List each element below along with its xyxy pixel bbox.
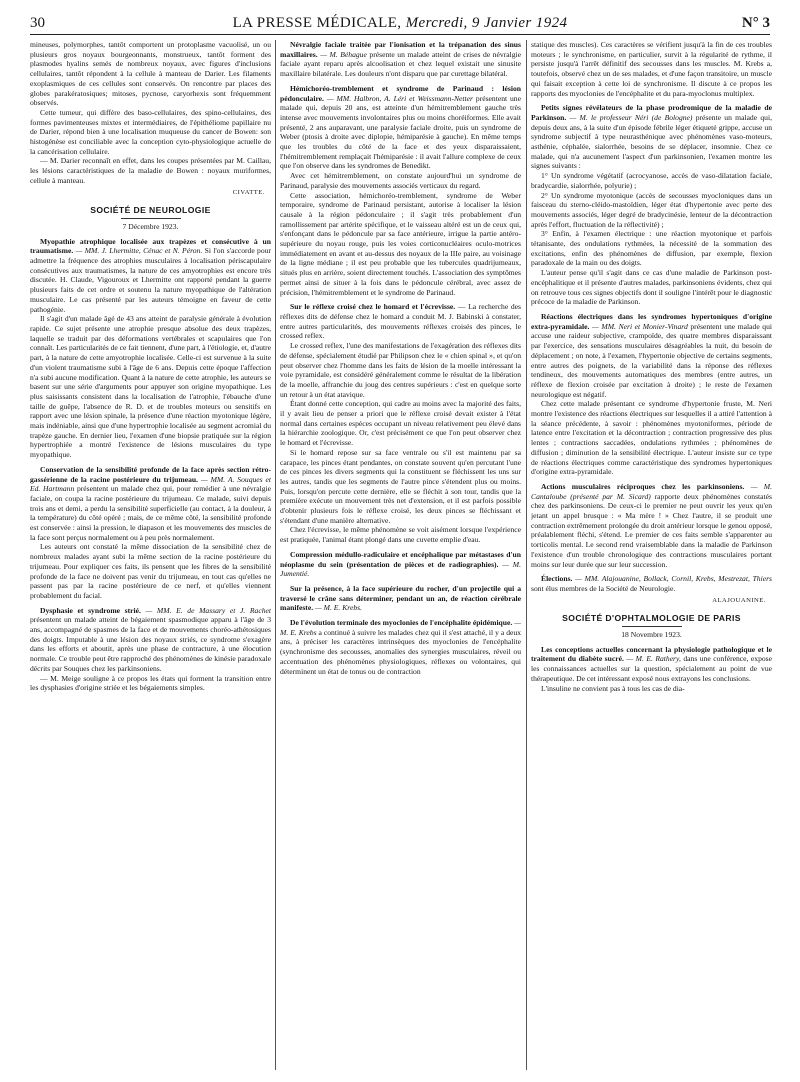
section-title: SOCIÉTÉ D'OPHTALMOLOGIE DE PARIS <box>562 613 741 624</box>
article-authors: — M. E. Krebs <box>280 618 521 637</box>
paragraph <box>531 103 772 171</box>
article-text: Si l'on s'accorde pour admettre la fréquence des atrophies musculaires à localisation périscapulaire consécutives aux traumatismes, la nature de ces amyotrophies est encore très discutée. H. Claude, Vigouroux et Lhermitte ont rapporté pendant la guerre plusieurs faits de cet ordre et soutenu la nature myopathique de l'altération musculaire. Le cas présenté par les auteurs témoigne en faveur de cette pathogénie. <box>30 246 271 314</box>
article-heading: Conservation de la sensibilité profonde de la face après section rétro-gassérienne de la racine postérieure du trijumeau. <box>30 464 271 484</box>
article <box>30 465 271 601</box>
column-2 <box>280 40 521 1074</box>
paragraph <box>280 84 521 171</box>
article-heading: Sur la présence, à la face supérieure du rocher, d'un projectile qui a traversé le crâne sans déterminer, pendant un an, de réaction cérébrale manifeste. <box>280 583 521 613</box>
article <box>280 550 521 579</box>
journal-title: LA PRESSE MÉDICALE, <box>232 15 402 31</box>
article-heading: Actions musculaires réciproques chez les parkinsoniens. <box>541 481 745 491</box>
article <box>280 40 521 79</box>
issue-number: N° 3 <box>741 15 770 31</box>
paragraph: L'insuline ne convient pas à tous les cas de dia- <box>541 683 685 693</box>
signature: CIVATTE. <box>232 188 265 196</box>
article-heading: Petits signes révélateurs de la phase prodromique de la maladie de Parkinson. <box>531 103 772 122</box>
article-heading: Réactions électriques dans les syndromes hypertoniques d'origine extra-pyramidale. <box>531 311 772 331</box>
article-text: présentent une malade qui accuse une raideur subjective, crampoïde, des quatre membres disparaissant par l'exercice, des sensations musculaires désagréables la nuit, du besoin de déplacement ; on note, à l'examen, l'hypertonie objective de certains segments, entre autres des poignets, de la variabilité dans la réponse des réflexes tendineux, des mouvements automatiques des membres (entre autres, un réflexe de flexion croisée par excitation à droite) ; le reste de l'examen neurologique est négatif. <box>531 321 772 399</box>
paragraph <box>30 465 271 543</box>
article <box>531 482 772 569</box>
article-authors: — MM. Neri et Monier-Vinard <box>592 321 688 331</box>
article-text: à constater, entre autres particularités, des mouvements réflexes croisés des pinces, le crossed reflex. <box>280 311 521 341</box>
paragraph: Il s'agit d'un malade âgé de 43 ans atteint de paralysie générale à évolution rapide. Ce sujet présente une atrophie presque absolue des deux trapèzes, laquelle se traduit par des déformations vertébrales et scapulaires que l'on connaît. Les particularités de ce fait tiennent, d'une part, à l'étiologie, et, d'autre part, à la nature de cette amyotrophie localisée. Celle-ci est survenue à la suite d'un violent traumatisme subi à l'âge de 6 ans. Depuis cette époque l'affection n'a subi aucune modification. Quant à la nature de cette atrophie, les auteurs se basent sur une série d'arguments pour appuyer son origine myopathique. Les plus saisissants consistent dans la localisation de l'atrophie, l'ébauche d'une taille de guêpe, l'absence de R. D. et de troubles moteurs ou sensitifs en rapport avec une lésion spinale, la présence d'une réaction myotonique légère, mais indéniable, ainsi que d'une hypertrophie localisée au segment acromial du trapèze gauche. En dernier lieu, l'examen d'une biopsie pratiquée sur la région hypertrophiée a montré l'existence de lésions musculaires du type myopathique. <box>30 314 271 460</box>
article <box>280 584 521 613</box>
article-authors: — M. le professeur Néri (de Bologne) <box>569 112 693 122</box>
article-text: a continué à suivre les malades chez qui il s'est attaché, il y a deux ans, à préciser les caractères intrinsèques des myoclonies de l'encéphalite (synchronisme des secousses, anomalies des synergies musculaires, réveil ou accentuation des phénomènes physiologiques, réflexes ou volontaires, qui déterminent un état de tonus ou de contraction <box>280 627 521 676</box>
signature: ALAJOUANINE. <box>712 596 766 604</box>
paragraph <box>280 302 521 341</box>
column-rule <box>526 40 527 1070</box>
article <box>280 618 521 676</box>
article-text: présente un malade atteint de crises de névralgie faciale ayant reparu après alcoolisation et chez lequel existait une sinusite maxillaire bilatérale. Les douleurs n'ont disparu que par curettage bilatéral. <box>280 49 521 79</box>
section-date: 18 Novembre 1923. <box>621 630 682 640</box>
paragraph: Chez cette malade présentant ce syndrome d'hypertonie fruste, M. Neri montre l'existence des réactions électriques sur lesquelles il a attiré l'attention à la séance précédente, à savoir : phénomènes myotoniformes, période de latence entre l'excitation et la décontraction ; contraction progressive des plus lentes ; contractions saccadées, ondulations rythmées ; phénomènes de diffusion ; diminution de la sensibilité électrique. L'auteur insiste sur ce type de réactions électriques comme caractéristique des syndromes hypertoniques d'origine extra-pyramidale. <box>531 399 772 477</box>
column-1 <box>30 40 271 1074</box>
column-rule <box>275 40 276 1070</box>
article-text: présente un malade qui, depuis deux ans, à la suite d'un épisode fébrile léger étiqueté grippe, accuse un syndrome subjectif à type neurasthénique avec phénomènes vaso-moteurs, asthénie, céphalée, sialorrhée, besoins de se déplacer, insomnie. Chez ce malade, qui n'a aucunement l'aspect d'un parkinsonien, l'examen montre les signes suivants : <box>531 112 772 171</box>
paragraph: — M. Darier reconnaît en effet, dans les coupes présentées par M. Caillau, les lésions caractéristiques de la maladie de Bowen : noyaux muriformes, cellule à manteau. <box>30 156 271 185</box>
article-authors: — MM. A. Souques et Ed. Hartmann <box>30 474 271 494</box>
paragraph: L'auteur pense qu'il s'agit dans ce cas d'une maladie de Parkinson post-encéphalitique et il présente d'autres malades, parkinsoniens évidents, chez qui on retrouve tous ces signes objectifs dont il souligne l'intérêt pour le diagnostic précoce de la maladie de Parkinson. <box>531 268 772 307</box>
article-authors: — M. E. Rathery, <box>626 654 681 664</box>
article-authors: — M. Béhague <box>320 49 367 59</box>
continuation-text: statique des muscles). Ces caractères se vérifient jusqu'à la fin de ces troubles moteurs ; le synchronisme, en particulier, survit à la régularité de rythme, il persiste jusqu'à l'arrêt définitif des secousses dans les muscles. M. Krebs a, toutefois, observé chez un de ses malades, et d'une façon transitoire, un muscle qui faisait exception à cette loi de synchronisme. Il discute à ce propos les rapports des myoclonies de l'encéphalite et du para-myoclonus multiplex. <box>531 40 772 98</box>
paragraph <box>30 606 271 674</box>
paragraph: Étant donné cette conception, qui cadre au moins avec la majorité des faits, il y avait lieu de penser a priori que le réflexe croisé devait exister à l'état normal dans certaines espèces occupant un niveau relativement peu élevé dans la hiérarchie zoologique. Or, c'est précisément ce que l'on peut observer chez le homard et l'écrevisse. <box>280 399 521 448</box>
paragraph <box>531 312 772 399</box>
article-heading: Myopathie atrophique localisée aux trapèzes et consécutive à un traumatisme. <box>30 236 271 256</box>
paragraph: Si le homard repose sur sa face ventrale ou s'il est maintenu par sa carapace, les pinces étant pendantes, on constate souvent qu'en percutant l'une de ces pinces les divers segments qui la constituent se fléchissent les uns sur les autres, tandis que les segments de l'autre pince s'étendent plus ou moins. Puis, lorsqu'on percute cette dernière, elle se fléchit à son tour, tandis que la première exécute un mouvement très net d'extension, et il est parfois possible d'obtenir plusieurs fois le réflexe croisé, les deux pinces se fléchissant et s'étendant d'une manière alternative. <box>280 447 521 525</box>
section-divider <box>622 626 682 627</box>
article-heading: Compression médullo-radiculaire et encéphalique par métastases d'un néoplasme du sein (présentation de pièces et de radiographies). <box>280 549 521 569</box>
article <box>30 237 271 460</box>
article-text: présentent un malade atteint de bégaiement spasmodique apparu à l'âge de 3 ans, accompagné de spasmes de la face et de mouvements choréo-athétosiques des doigts. Imputable à une lésion des noyaux striés, ce syndrome s'exagère dans les efforts et aboutit, après une phase de contracture, à une élocution normale. Ce trouble peut être rapproché des phénomènes de kinésie paradoxale décrits par Souques chez les parkinsoniens. <box>30 615 271 673</box>
section-title: SOCIÉTÉ DE NEUROLOGIE <box>90 205 211 216</box>
article <box>280 84 521 297</box>
article <box>531 312 772 477</box>
article-authors: — M. E. Krebs. <box>315 603 362 613</box>
page-header <box>30 12 770 35</box>
article-text: présentent un malade chez qui, pour remédier à une névralgie faciale, on coupa la racine postérieure du trijumeau. Ce malade, suivi depuis trois ans et demi, a perdu la sensibilité superficielle (au contact, à la douleur, à la température) du côté opéré ; mais, de ce même côté, la sensibilité profonde est conservée : ainsi la pression, le diapason et les mouvements des muscles de la face sont perçus normalement ou à peu près normalement. <box>30 484 271 542</box>
article-heading: Élections. <box>541 574 573 584</box>
article <box>531 103 772 307</box>
article-authors: — MM. Alajouanine, Bollack, Cornil, Krebs, Mestrezat, Thiers <box>575 574 772 584</box>
paragraph: 2° Un syndrome myotonique (accès de secousses myocloniques dans un faisceau du sterno-cléido-mastoïdien, léger état d'hypertonie avec perte des mouvements associés, léger degré de bradycinésie, lenteur de la décontraction après l'effort, fluctuation de la réflectivité) ; <box>531 190 772 229</box>
article-authors: — M. Cantaloube (présenté par M. Sicard) <box>531 481 772 501</box>
text-columns <box>30 40 772 1074</box>
article-heading: Sur le réflexe croisé chez le homard et l'écrevisse. <box>290 302 456 312</box>
paragraph: Les auteurs ont constaté la même dissociation de la sensibilité chez de nombreux malades ayant subi la même section de la racine postérieure du trijumeau. Pour expliquer ces faits, ils pensent que les fibres de la sensibilité profonde de la face ne doivent pas venir du trijumeau, en tout cas qu'elles ne passent pas par la racine postérieure de ce nerf, et qu'elles viennent probablement du facial. <box>30 542 271 600</box>
paragraph <box>531 645 772 684</box>
article-authors: — MM. Halbron, A. Léri et Weissmann-Netter <box>326 93 473 103</box>
article-text: sont élus membres de la Société de Neurologie. <box>531 583 676 593</box>
section-date: 7 Décembre 1923. <box>122 221 179 231</box>
section-divider <box>121 218 181 219</box>
paragraph <box>280 618 521 676</box>
paragraph <box>30 237 271 315</box>
article-text: rapporte deux phénomènes constatés chez des parkinsoniens. De ceux-ci le premier ne peut ouvrir les yeux qu'en jetant un appel brusque : « Ma mère ! » Chez l'autre, il se produit une contraction extrêmement prolongée du droit antérieur lorsque le genou opposé, préalablement fléchi, s'étend. Le premier de ces faits semble s'apparenter au torticolis mental. Le second rend vraisemblable dans la maladie de Parkinson l'existence d'un trouble chronologique des contractions musculaires portant moins sur leur durée que sur leur succession. <box>531 491 772 569</box>
article-heading: Hémichoréo-tremblement et syndrome de Parinaud : lésion pédonculaire. <box>280 83 521 103</box>
continuation-text <box>30 40 271 186</box>
article <box>30 606 271 693</box>
article-text: dans une conférence, expose les connaissances actuelles sur la question, spécialement au point de vue thérapeutique. De cet intéressant exposé nous extrayons les conclusions. <box>531 654 772 683</box>
article-authors: — La recherche des réflexes dits de défense chez le homard a conduit M. J. Babinski <box>280 302 521 321</box>
paragraph: Avec cet hémitremblement, on constate aujourd'hui un syndrome de Parinaud, paralysie des mouvements associés verticaux du regard. <box>280 171 521 190</box>
paragraph <box>531 482 772 569</box>
paragraph <box>280 40 521 79</box>
paragraph: Cette association, hémichoréo-tremblement, syndrome de Weber temporaire, syndrome de Parinaud persistant, autorise à localiser la lésion causale à la région pédonculaire ; il s'agit très probablement d'un ramollissement par artérite spécifique, et le vaisseau altéré est un de ceux qui, s'enfonçant dans le pédoncule par sa face antérieure, irrigue la partie antéro-supérieure du noyau rouge, puis les voies corticonucléaires oculo-motrices immédiatement en avant et au-dessus des noyaux de la IIIe paire, au voisinage de la ligne médiane ; il est peu probable que les tubercules quadrijumeaux, situés plus en arrière, soient directement touchés. L'association des symptômes permet ainsi de situer à la fois dans le pédoncule cérébral, avec assez de précision, l'hémitremblement et le syndrome de Parinaud. <box>280 190 521 297</box>
article-authors: — MM. J. Lhermitte, Cénac et N. Péron. <box>75 246 203 256</box>
article-heading: Les conceptions actuelles concernant la physiologie pathologique et le traitement du diabète sucré. <box>531 644 772 664</box>
article-authors: — M. Jumentié. <box>280 559 521 579</box>
article-heading: Névralgie faciale traitée par l'ionisation et la trépanation des sinus maxillaires. <box>280 40 521 59</box>
article-text: présentent une malade qui, depuis 20 ans, est atteinte d'un hémitremblement gauche très intense avec mouvements involontaires plus ou moins choréiformes. Elle avait présenté, 2 ans auparavant, une paralysie faciale droite, puis un syndrome de Weber (ptosis à droite avec diplopie, hémiparésie à gauche). En même temps que les troubles du côté de la face et des yeux disparaissaient, l'hémitremblement remplaçait l'hémiparésie : il avait l'allure complexe de ceux que l'on observe dans les syndromes de Benedikt. <box>280 93 521 171</box>
paragraph: Cette tumeur, qui diffère des baso-cellulaires, des spino-cellulaires, des formes pavimenteuses mixtes et intermédiaires, de l'épithéliome papillaire nu de Darier, répond bien à une localisation muqueuse du cancer de Bowen: son histogénèse est conciliable avec la conception cyto-physiologique actuelle de la cancérisation cellulaire. <box>30 107 271 156</box>
paragraph: mineuses, polymorphes, tantôt comportent un protoplasme vacuolisé, un ou plusieurs gros noyaux bourgeonnants, monstrueux, tantôt forment des plasmodes hyalins semés de nombreux noyaux, avec figures d'inclusions cellulaires, tantôt répondent à la cellule à manteau de Darier. Les filaments exoplasmiques de ces cellules sont conservés. On rencontre par places des globes parakératosiques; mitoses, pycnose, caryorhexis sont fréquemment observés. <box>30 40 271 108</box>
paragraph: 3° Enfin, à l'examen électrique : une réaction myotonique et parfois tétanisante, des ondulations rythmées, la nécessité de la sommation des excitations, enfin des phénomènes de diffusion, par exemple, flexion paradoxale de la main ou des doigts. <box>531 229 772 268</box>
article-heading: De l'évolution terminale des myoclonies de l'encéphalite épidémique. <box>290 618 513 628</box>
paragraph: Le crossed reflex, l'une des manifestations de l'exagération des réflexes dits de défense, spécialement étudié par Philipson chez le « chien spinal », et qu'on peut observer chez l'homme dans les faits de lésion de la moelle intéressant la voie pyramidale, est considéré généralement comme le résultat de la libération de la moelle, affranchie du joug des centres supérieurs : c'est en quelque sorte un retour à un état atavique. <box>280 341 521 399</box>
running-title <box>30 15 770 32</box>
column-3 <box>531 40 772 1074</box>
issue-date: Mercredi, 9 Janvier 1924 <box>405 15 568 31</box>
article <box>531 645 772 694</box>
article <box>531 574 772 593</box>
article-heading: Dysphasie et syndrome strié. <box>40 605 141 615</box>
paragraph <box>280 550 521 579</box>
article <box>280 302 521 545</box>
paragraph: Chez l'écrevisse, le même phénomène se voit aisément lorsque l'expérience est pratiquée, l'animal étant plongé dans une cuvette emplie d'eau. <box>280 525 521 545</box>
paragraph: — M. Meige souligne à ce propos les états qui forment la transition entre les dysphasies d'origine striée et les bégaiements simples. <box>30 673 271 693</box>
page-number: 30 <box>30 15 45 31</box>
paragraph <box>280 584 521 613</box>
paragraph: 1° Un syndrome végétatif (acrocyanose, accès de vaso-dilatation faciale, bradycardie, sialorrhée, polyurie) ; <box>531 171 772 190</box>
article-authors: — MM. E. de Massary et J. Rachet <box>145 605 271 615</box>
paragraph <box>531 574 772 593</box>
